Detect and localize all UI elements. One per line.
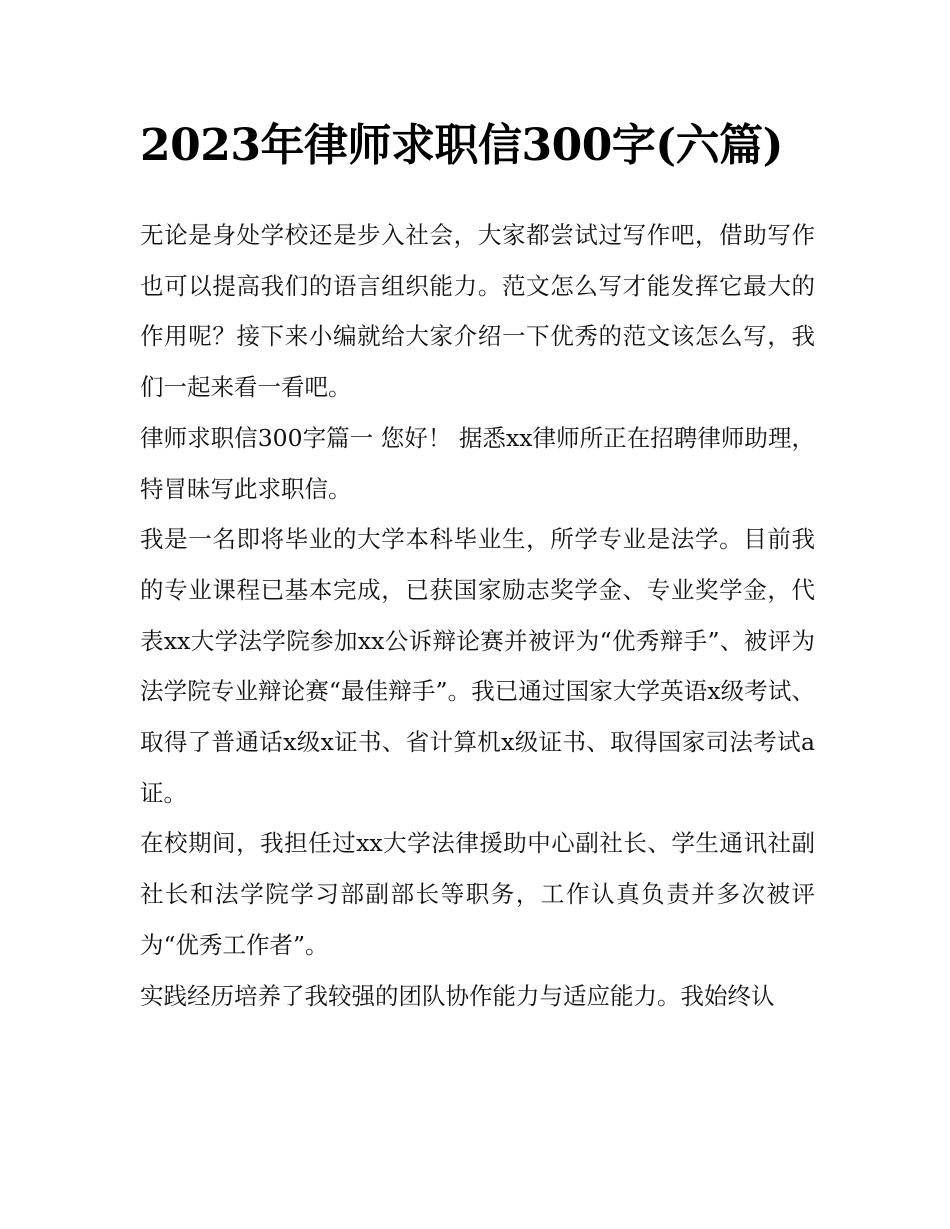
body-paragraph: 无论是身处学校还是步入社会，大家都尝试过写作吧，借助写作也可以提高我们的语言组织能力。范文怎么写才能发挥它最大的作用呢？接下来小编就给大家介绍一下优秀的范文该怎么写，我们一起来看一看吧。: [140, 221, 815, 402]
body-paragraph: 实践经历培养了我较强的团队协作能力与适应能力。我始终认: [140, 981, 775, 1010]
document-body: [140, 210, 815, 1021]
document-content: [140, 112, 815, 1021]
body-paragraph: 在校期间，我担任过xx大学法律援助中心副社长、学生通讯社副社长和法学院学习部副部长等职务，工作认真负责并多次被评为“优秀工作者”。: [140, 829, 815, 959]
body-paragraph: 律师求职信300字篇一 您好！ 据悉xx律师所正在招聘律师助理，特冒昧写此求职信。: [140, 423, 815, 503]
document-title: 2023年律师求职信300字(六篇): [140, 120, 783, 171]
body-paragraph: 我是一名即将毕业的大学本科毕业生，所学专业是法学。目前我的专业课程已基本完成，已获国家励志奖学金、专业奖学金，代表xx大学法学院参加xx公诉辩论赛并被评为“优秀辩手”、被评为法学院专业辩论赛“最佳辩手”。我已通过国家大学英语x级考试、取得了普通话x级x证书、省计算机x级证书、取得国家司法考试a证。: [140, 525, 815, 807]
